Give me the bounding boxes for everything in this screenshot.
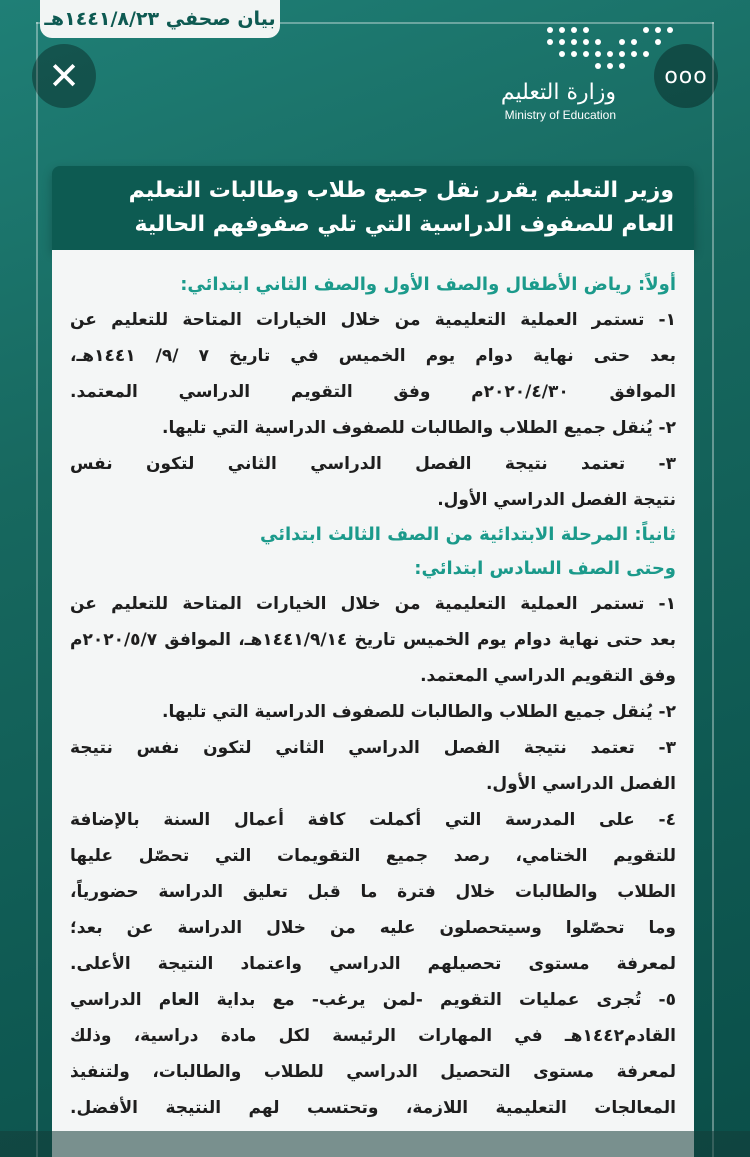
headline-line-1: وزير التعليم يقرر نقل جميع طلاب وطالبات التعليم xyxy=(128,178,674,203)
headline-line-2: العام للصفوف الدراسية التي تلي صفوفهم الحالية xyxy=(134,212,674,237)
section-2-line: الطلاب والطالبات خلال فترة ما قبل تعليق الدراسة حضورياً، xyxy=(70,882,676,902)
logo-arabic-text: وزارة التعليم xyxy=(500,80,616,105)
section-2-line: القادم١٤٤٢هـ في المهارات الرئيسة لكل مادة دراسية، وذلك xyxy=(70,1026,676,1046)
more-options-icon: ooo xyxy=(664,63,708,89)
close-icon: ✕ xyxy=(48,54,80,98)
section-2-line: وما تحصّلوا وسيتحصلون عليه من خلال الدراسة عن بعد؛ xyxy=(70,918,676,938)
logo-english-text: Ministry of Education xyxy=(504,108,616,122)
section-2-line: لمعرفة مستوى التحصيل الدراسي للطلاب والطالبات، ولتنفيذ xyxy=(70,1062,676,1082)
section-2-line: وفق التقويم الدراسي المعتمد. xyxy=(420,666,676,686)
section-1-line: ٢- يُنقل جميع الطلاب والطالبات للصفوف الدراسية التي تليها. xyxy=(162,418,676,438)
section-1-line: بعد حتى نهاية دوام يوم الخميس في تاريخ ٧ /٩/ ١٤٤١هـ، xyxy=(70,346,676,366)
section-2-line: ٢- يُنقل جميع الطلاب والطالبات للصفوف الدراسية التي تليها. xyxy=(162,702,676,722)
section-1-line: نتيجة الفصل الدراسي الأول. xyxy=(437,490,676,510)
section-1-line: ١- تستمر العملية التعليمية من خلال الخيارات المتاحة للتعليم عن xyxy=(70,310,676,330)
frame-right-border xyxy=(712,22,714,1157)
section-2-title: ثانياً: المرحلة الابتدائية من الصف الثالث ابتدائي xyxy=(260,524,676,545)
section-2-line: ٥- تُجرى عمليات التقويم -لمن يرغب- مع بداية العام الدراسي xyxy=(70,990,676,1010)
section-2-title-cont: وحتى الصف السادس ابتدائي: xyxy=(414,558,676,579)
statement-card xyxy=(52,250,694,1157)
section-2-line: بعد حتى نهاية دوام يوم الخميس تاريخ ١٤٤١/٩/١٤هـ، الموافق ٢٠٢٠/٥/٧م xyxy=(70,630,676,650)
press-release-badge: بيان صحفي ١٤٤١/٨/٢٣هـ xyxy=(40,0,280,38)
bottom-overlay-bar xyxy=(0,1131,750,1157)
section-2-line: لمعرفة مستوى تحصيلهم الدراسي واعتماد النتيجة الأعلى. xyxy=(70,954,676,974)
section-1-title: أولاً: رياض الأطفال والصف الأول والصف الثاني ابتدائي: xyxy=(180,274,676,295)
section-2-line: للتقويم الختامي، رصد جميع التقويمات التي تحصّل عليها xyxy=(70,846,676,866)
headline-banner xyxy=(52,166,694,250)
logo-dots-icon xyxy=(540,22,680,70)
section-2-line: ٣- تعتمد نتيجة الفصل الدراسي الثاني لتكون نفس نتيجة xyxy=(70,738,676,758)
section-2-line: ١- تستمر العملية التعليمية من خلال الخيارات المتاحة للتعليم عن xyxy=(70,594,676,614)
close-button[interactable] xyxy=(32,44,96,108)
section-2-line: ٤- على المدرسة التي أكملت كافة أعمال السنة بالإضافة xyxy=(70,810,676,830)
section-1-line: الموافق ٢٠٢٠/٤/٣٠م وفق التقويم الدراسي المعتمد. xyxy=(70,382,677,402)
frame-left-border xyxy=(36,22,38,1157)
section-2-line: المعالجات التعليمية اللازمة، وتحتسب لهم النتيجة الأفضل. xyxy=(70,1098,676,1118)
section-2-line: الفصل الدراسي الأول. xyxy=(485,774,676,794)
ministry-logo xyxy=(470,22,680,122)
section-1-line: ٣- تعتمد نتيجة الفصل الدراسي الثاني لتكون نفس xyxy=(70,454,676,474)
